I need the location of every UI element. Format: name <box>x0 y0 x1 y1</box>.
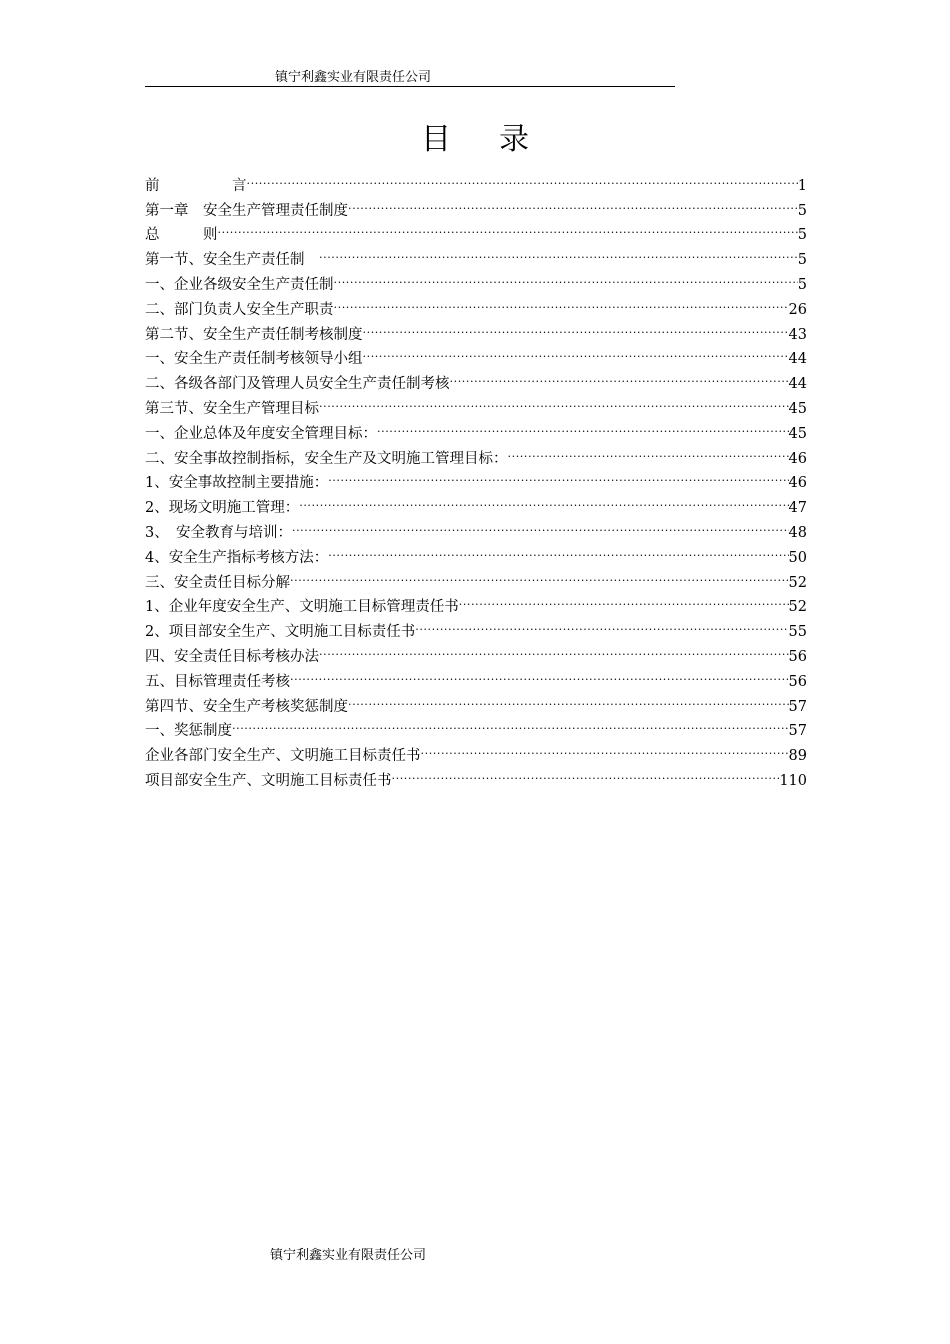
toc-entry-page-number: 52 <box>788 599 807 616</box>
toc-entry-page-number: 56 <box>788 648 807 665</box>
toc-dot-leader <box>328 463 788 488</box>
toc-dot-leader <box>508 438 789 463</box>
toc-entry-page-number: 44 <box>788 376 807 393</box>
toc-entry-page-number: 5 <box>797 276 807 293</box>
footer-company-name: 镇宁利鑫实业有限责任公司 <box>270 1248 427 1263</box>
toc-entry-label: 二、安全事故控制指标，安全生产及文明施工管理目标： <box>145 450 508 467</box>
toc-dot-leader <box>334 264 798 289</box>
toc-entry-label: 4、安全生产指标考核方法： <box>145 549 329 566</box>
toc-entry-page-number: 57 <box>788 698 807 715</box>
toc-dot-leader <box>319 388 789 413</box>
toc-entry-label: 第一章 安全生产管理责任制度 <box>145 202 348 219</box>
toc-dot-leader <box>232 711 789 736</box>
toc-entry-page-number: 1 <box>797 177 807 194</box>
header-company-name: 镇宁利鑫实业有限责任公司 <box>275 70 432 85</box>
toc-entry[interactable] <box>145 239 807 269</box>
toc-entry-label: 第一节、安全生产责任制 <box>145 252 319 269</box>
toc-dot-leader <box>334 289 789 314</box>
toc-entry-page-number: 110 <box>779 772 807 789</box>
toc-dot-leader <box>363 314 789 339</box>
toc-entry-label: 前 言 <box>145 177 247 194</box>
toc-entry[interactable] <box>145 165 807 194</box>
toc-entry-label: 四、安全责任目标考核办法 <box>145 648 319 665</box>
toc-entry-label: 1、企业年度安全生产、文明施工目标管理责任书 <box>145 599 459 616</box>
toc-dot-leader <box>328 537 788 562</box>
table-of-contents <box>145 165 807 789</box>
toc-entry[interactable] <box>145 735 807 765</box>
toc-entry-page-number: 50 <box>788 549 807 566</box>
toc-entry-label: 二、各级各部门及管理人员安全生产责任制考核 <box>145 376 450 393</box>
toc-dot-leader <box>218 215 798 240</box>
toc-entry-label: 总 则 <box>145 227 218 244</box>
toc-entry-label: 企业各部门安全生产、文明施工目标责任书 <box>145 748 421 765</box>
toc-entry-label: 一、企业各级安全生产责任制 <box>145 276 334 293</box>
toc-entry-page-number: 46 <box>788 475 807 492</box>
toc-entry-label: 第二节、安全生产责任制考核制度 <box>145 326 363 343</box>
toc-entry-page-number: 5 <box>797 202 807 219</box>
toc-dot-leader <box>459 587 789 612</box>
toc-entry-label: 项目部安全生产、文明施工目标责任书 <box>145 772 392 789</box>
toc-dot-leader <box>377 413 789 438</box>
toc-entry-page-number: 52 <box>788 574 807 591</box>
page-title: 目录 <box>421 122 577 157</box>
toc-dot-leader <box>290 661 789 686</box>
toc-dot-leader <box>415 611 788 636</box>
toc-dot-leader <box>392 760 780 785</box>
toc-entry-label: 第四节、安全生产考核奖惩制度 <box>145 698 348 715</box>
toc-entry-page-number: 55 <box>788 624 807 641</box>
toc-entry[interactable] <box>145 711 807 740</box>
toc-dot-leader <box>292 512 789 537</box>
toc-dot-leader <box>247 165 798 190</box>
toc-entry-page-number: 47 <box>788 500 807 517</box>
toc-entry-page-number: 56 <box>788 673 807 690</box>
toc-entry-label: 五、目标管理责任考核 <box>145 673 290 690</box>
toc-entry-page-number: 89 <box>788 748 807 765</box>
toc-dot-leader <box>421 735 789 760</box>
toc-dot-leader <box>348 190 798 215</box>
toc-dot-leader <box>450 363 789 388</box>
toc-entry-label: 1、安全事故控制主要措施： <box>145 475 329 492</box>
toc-entry[interactable] <box>145 215 807 244</box>
toc-entry-label: 第三节、安全生产管理目标 <box>145 400 319 417</box>
toc-entry-label: 2、现场文明施工管理： <box>145 500 300 517</box>
toc-entry-label: 三、安全责任目标分解 <box>145 574 290 591</box>
toc-dot-leader <box>319 636 789 661</box>
toc-entry-page-number: 57 <box>788 723 807 740</box>
toc-entry-label: 一、安全生产责任制考核领导小组 <box>145 351 363 368</box>
toc-entry-page-number: 44 <box>788 351 807 368</box>
toc-entry-label: 二、部门负责人安全生产职责 <box>145 301 334 318</box>
toc-entry-label: 3、 安全教育与培训： <box>145 524 292 541</box>
page-header <box>145 70 675 87</box>
toc-entry-page-number: 5 <box>797 227 807 244</box>
toc-dot-leader <box>290 562 789 587</box>
toc-dot-leader <box>299 487 788 512</box>
toc-entry-page-number: 45 <box>788 400 807 417</box>
toc-entry-label: 一、企业总体及年度安全管理目标： <box>145 425 377 442</box>
toc-dot-leader <box>363 339 789 364</box>
toc-entry-page-number: 43 <box>788 326 807 343</box>
toc-entry-page-number: 26 <box>788 301 807 318</box>
toc-entry-page-number: 45 <box>788 425 807 442</box>
toc-entry-page-number: 5 <box>797 252 807 269</box>
toc-entry-label: 2、项目部安全生产、文明施工目标责任书 <box>145 624 416 641</box>
toc-entry-page-number: 48 <box>788 524 807 541</box>
toc-entry-page-number: 46 <box>788 450 807 467</box>
toc-dot-leader <box>348 686 789 711</box>
toc-dot-leader <box>319 239 798 264</box>
toc-entry-label: 一、奖惩制度 <box>145 723 232 740</box>
